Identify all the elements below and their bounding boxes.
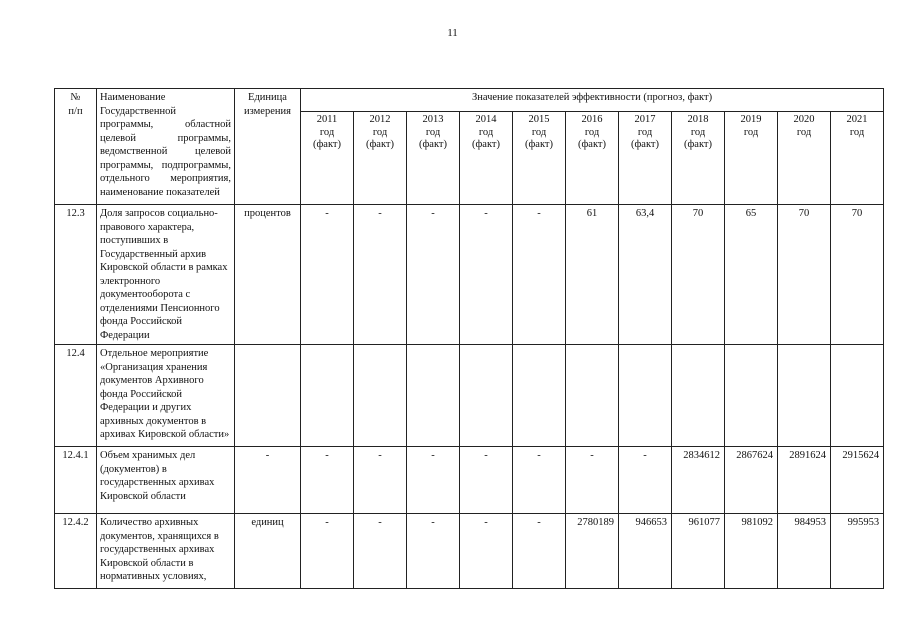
row-name: Объем хранимых дел (документов) в государственных архивах Кировской области [97, 447, 235, 514]
value-cell: - [354, 205, 407, 345]
year-header-cell [301, 112, 354, 205]
year-header-l2: год [743, 126, 759, 138]
year-header-year: 2021 [846, 114, 868, 125]
performance-indicators-table [54, 88, 884, 589]
value-cell: 2780189 [566, 514, 619, 589]
year-header-l2: год [478, 126, 494, 138]
value-cell: - [460, 447, 513, 514]
year-header-year: 2015 [528, 114, 550, 125]
value-cell: - [407, 447, 460, 514]
value-cell: - [407, 205, 460, 345]
year-header-l2: год [584, 126, 600, 138]
row-number: 12.4.2 [55, 514, 97, 589]
page-number: 11 [447, 27, 458, 39]
header-num: № п/п [55, 89, 97, 205]
year-header-cell [672, 112, 725, 205]
value-cell [566, 345, 619, 447]
value-cell: - [513, 447, 566, 514]
value-cell: 981092 [725, 514, 778, 589]
value-cell: - [301, 205, 354, 345]
value-cell: 70 [672, 205, 725, 345]
year-header-l3: (факт) [471, 139, 500, 150]
value-cell: 70 [778, 205, 831, 345]
value-cell [778, 345, 831, 447]
year-header-year: 2019 [740, 114, 762, 125]
table-row [55, 205, 884, 345]
year-header-l2: год [372, 126, 388, 138]
value-cell: 995953 [831, 514, 884, 589]
row-unit: процентов [235, 205, 301, 345]
year-header-l3: (факт) [630, 139, 659, 150]
year-header-cell [513, 112, 566, 205]
year-header-cell [354, 112, 407, 205]
value-cell: - [407, 514, 460, 589]
row-unit: - [235, 447, 301, 514]
year-header-year: 2020 [793, 114, 815, 125]
year-header-l3: (факт) [683, 139, 712, 150]
value-cell: 70 [831, 205, 884, 345]
year-header-cell [566, 112, 619, 205]
year-header-year: 2014 [475, 114, 497, 125]
year-header-l2: год [796, 126, 812, 138]
value-cell [672, 345, 725, 447]
value-cell: 2867624 [725, 447, 778, 514]
value-cell: 2834612 [672, 447, 725, 514]
table-row [55, 447, 884, 514]
year-header-year: 2013 [422, 114, 444, 125]
header-unit: Единица измерения [235, 89, 301, 205]
value-cell: - [460, 205, 513, 345]
year-header-l2: год [690, 126, 706, 138]
value-cell: - [460, 514, 513, 589]
row-number: 12.3 [55, 205, 97, 345]
value-cell: 2891624 [778, 447, 831, 514]
row-unit [235, 345, 301, 447]
row-number: 12.4.1 [55, 447, 97, 514]
row-unit: единиц [235, 514, 301, 589]
year-header-l3: (факт) [312, 139, 341, 150]
value-cell: 61 [566, 205, 619, 345]
row-name: Доля запросов социально-правового характера, поступивших в Государственный архив Кировской области в рамках электронного документооборота с отделениями Пенсионного фонда Российской Федерации [97, 205, 235, 345]
value-cell: 961077 [672, 514, 725, 589]
year-header-cell [407, 112, 460, 205]
value-cell [831, 345, 884, 447]
value-cell: - [513, 514, 566, 589]
year-header-l2: год [849, 126, 865, 138]
value-cell: 63,4 [619, 205, 672, 345]
row-number: 12.4 [55, 345, 97, 447]
value-cell [407, 345, 460, 447]
year-header-year: 2011 [316, 114, 338, 125]
year-header-year: 2017 [634, 114, 656, 125]
year-header-l3: (факт) [577, 139, 606, 150]
year-header-cell [725, 112, 778, 205]
year-header-year: 2018 [687, 114, 709, 125]
year-header-l2: год [425, 126, 441, 138]
year-header-l3: (факт) [418, 139, 447, 150]
year-header-cell [778, 112, 831, 205]
value-cell [725, 345, 778, 447]
year-header-year: 2016 [581, 114, 603, 125]
year-header-l3: (факт) [524, 139, 553, 150]
value-cell [513, 345, 566, 447]
header-row [55, 89, 884, 112]
year-header-cell [619, 112, 672, 205]
value-cell [619, 345, 672, 447]
value-cell: - [619, 447, 672, 514]
header-values-span: Значение показателей эффективности (прогноз, факт) [301, 89, 884, 112]
value-cell: 946653 [619, 514, 672, 589]
value-cell [301, 345, 354, 447]
year-header-cell [831, 112, 884, 205]
value-cell [460, 345, 513, 447]
row-name: Отдельное мероприятие «Организация хранения документов Архивного фонда Российской Федерации и других архивных документов в архивах Кировской области» [97, 345, 235, 447]
value-cell: 65 [725, 205, 778, 345]
table-row [55, 514, 884, 589]
value-cell: - [513, 205, 566, 345]
table-row [55, 345, 884, 447]
value-cell: - [566, 447, 619, 514]
value-cell: - [301, 514, 354, 589]
value-cell: - [301, 447, 354, 514]
year-header-l3: (факт) [365, 139, 394, 150]
value-cell: - [354, 447, 407, 514]
year-header-l2: год [531, 126, 547, 138]
value-cell: 984953 [778, 514, 831, 589]
value-cell: 2915624 [831, 447, 884, 514]
header-name: Наименование Государственной программы, областной целевой программы, ведомственной целевой программы, подпрограммы, отдельного мероприятия, наименование показателей [97, 89, 235, 205]
year-header-year: 2012 [369, 114, 391, 125]
year-header-l2: год [319, 126, 335, 138]
row-name: Количество архивных документов, хранящихся в государственных архивах Кировской области в нормативных условиях, [97, 514, 235, 589]
year-header-l2: год [637, 126, 653, 138]
year-header-cell [460, 112, 513, 205]
value-cell: - [354, 514, 407, 589]
value-cell [354, 345, 407, 447]
